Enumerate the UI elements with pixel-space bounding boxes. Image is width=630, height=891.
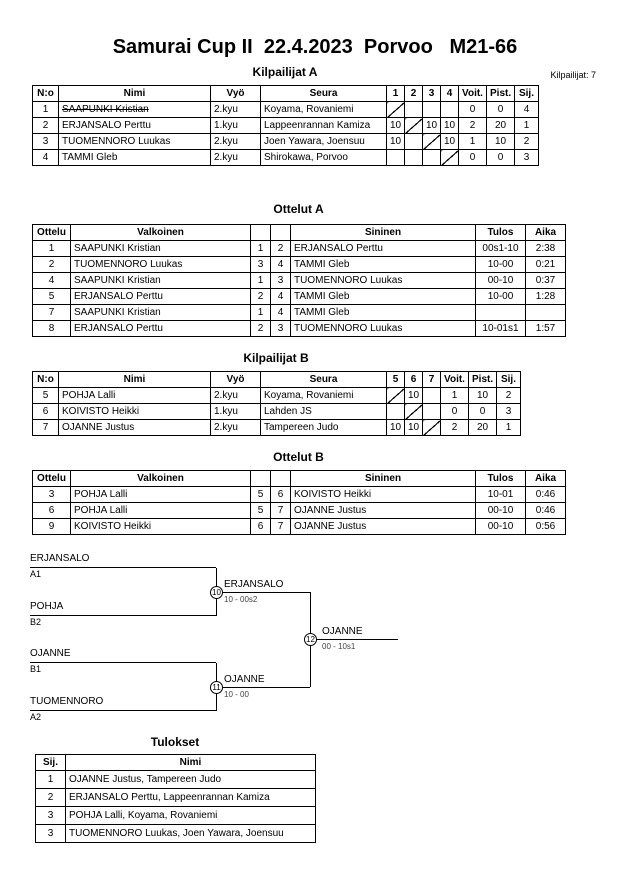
- self-result-cell: [387, 388, 405, 404]
- blue-cell: TUOMENNORO Luukas: [291, 273, 476, 289]
- match-number-badge: 12: [304, 633, 317, 646]
- score-cell: 10-00: [476, 289, 526, 305]
- blue-no-cell: 3: [271, 273, 291, 289]
- col-header-white-number: [251, 471, 271, 487]
- result-cell: 10: [405, 420, 423, 436]
- result-cell: [387, 404, 405, 420]
- white-no-cell: 3: [251, 257, 271, 273]
- white-no-cell: 6: [251, 519, 271, 535]
- result-cell: 10: [441, 118, 459, 134]
- col-header-time: Aika: [526, 225, 566, 241]
- match-no-cell: 2: [33, 257, 71, 273]
- wins-cell: 1: [441, 388, 469, 404]
- col-header-belt: Vyö: [211, 372, 261, 388]
- col-header-club: Seura: [261, 86, 387, 102]
- col-header-no: N:o: [33, 86, 59, 102]
- bracket-entry: [30, 696, 216, 723]
- score-cell: 10-01s1: [476, 321, 526, 337]
- match-no-cell: 4: [33, 273, 71, 289]
- place-cell: 3: [36, 807, 66, 825]
- medal-bracket: [0, 551, 630, 731]
- col-header-club: Seura: [261, 372, 387, 388]
- no-cell: 5: [33, 388, 59, 404]
- result-cell: [405, 102, 423, 118]
- blue-cell: ERJANSALO Perttu: [291, 241, 476, 257]
- place-cell: 1: [515, 118, 539, 134]
- club-cell: Joen Yawara, Joensuu: [261, 134, 387, 150]
- blue-no-cell: 7: [271, 519, 291, 535]
- bracket-seed: B1: [30, 664, 42, 674]
- section-title-matches-b: Ottelut B: [273, 450, 324, 464]
- bracket-entry: [30, 553, 216, 580]
- result-cell: [405, 150, 423, 166]
- col-header-blue: Sininen: [291, 225, 476, 241]
- col-header-5: 5: [387, 372, 405, 388]
- col-header-place: Sij.: [497, 372, 521, 388]
- points-cell: 0: [487, 150, 515, 166]
- name-cell: TUOMENNORO Luukas, Joen Yawara, Joensuu: [66, 825, 316, 843]
- name-cell: TAMMI Gleb: [59, 150, 211, 166]
- result-cell: 10: [387, 134, 405, 150]
- col-header-result: Tulos: [476, 225, 526, 241]
- blue-cell: TAMMI Gleb: [291, 289, 476, 305]
- score-cell: 00-10: [476, 503, 526, 519]
- white-cell: TUOMENNORO Luukas: [71, 257, 251, 273]
- result-cell: [423, 404, 441, 420]
- table-row: [33, 321, 566, 337]
- col-header-blue: Sininen: [291, 471, 476, 487]
- blue-cell: OJANNE Justus: [291, 519, 476, 535]
- bracket-entry: [30, 648, 216, 675]
- result-cell: [405, 134, 423, 150]
- pool-a-table: [32, 85, 539, 166]
- belt-cell: 2.kyu: [211, 134, 261, 150]
- wins-cell: 2: [441, 420, 469, 436]
- belt-cell: 2.kyu: [211, 102, 261, 118]
- wins-cell: 0: [459, 102, 487, 118]
- table-row: [33, 420, 521, 436]
- bracket-competitor: ERJANSALO: [30, 553, 216, 568]
- place-cell: 3: [497, 404, 521, 420]
- bracket-winner-line: [316, 639, 398, 640]
- table-row: [33, 241, 566, 257]
- table-row: [36, 807, 316, 825]
- col-header-name: Nimi: [59, 86, 211, 102]
- club-cell: Lahden JS: [261, 404, 387, 420]
- table-row: [33, 487, 566, 503]
- wins-cell: 1: [459, 134, 487, 150]
- bracket-seed: A2: [30, 712, 42, 722]
- belt-cell: 2.kyu: [211, 420, 261, 436]
- time-cell: 0:56: [526, 519, 566, 535]
- table-row: [36, 825, 316, 843]
- result-cell: 10: [423, 118, 441, 134]
- time-cell: [526, 305, 566, 321]
- name-cell: POHJA Lalli, Koyama, Rovaniemi: [66, 807, 316, 825]
- white-cell: ERJANSALO Perttu: [71, 321, 251, 337]
- match-number-badge: 10: [210, 586, 223, 599]
- table-row: [33, 118, 539, 134]
- blue-no-cell: 4: [271, 289, 291, 305]
- white-no-cell: 1: [251, 305, 271, 321]
- section-title-results: Tulokset: [150, 735, 200, 749]
- bracket-winner-line: [216, 592, 310, 593]
- place-cell: 1: [36, 771, 66, 789]
- result-cell: 10: [387, 118, 405, 134]
- bracket-winner-name: OJANNE: [322, 626, 363, 637]
- table-row: [33, 519, 566, 535]
- col-header-1: 1: [387, 86, 405, 102]
- time-cell: 2:38: [526, 241, 566, 257]
- score-cell: 00-10: [476, 519, 526, 535]
- col-header-4: 4: [441, 86, 459, 102]
- result-cell: [423, 388, 441, 404]
- white-cell: ERJANSALO Perttu: [71, 289, 251, 305]
- col-header-result: Tulos: [476, 471, 526, 487]
- place-cell: 3: [515, 150, 539, 166]
- bracket-winner-line: [216, 687, 310, 688]
- self-result-cell: [405, 118, 423, 134]
- blue-no-cell: 3: [271, 321, 291, 337]
- time-cell: 1:57: [526, 321, 566, 337]
- section-title-matches-a: Ottelut A: [273, 202, 324, 216]
- section-title-pool-b: Kilpailijat B: [243, 351, 309, 365]
- match-no-cell: 3: [33, 487, 71, 503]
- matches-b-table: [32, 470, 566, 535]
- score-cell: 10-01: [476, 487, 526, 503]
- blue-no-cell: 7: [271, 503, 291, 519]
- col-header-belt: Vyö: [211, 86, 261, 102]
- white-no-cell: 1: [251, 241, 271, 257]
- blue-no-cell: 4: [271, 305, 291, 321]
- bracket-winner-name: OJANNE: [224, 674, 265, 685]
- col-header-place: Sij.: [515, 86, 539, 102]
- section-title-pool-a: Kilpailijat A: [252, 65, 318, 79]
- blue-cell: KOIVISTO Heikki: [291, 487, 476, 503]
- place-cell: 3: [36, 825, 66, 843]
- time-cell: 0:46: [526, 503, 566, 519]
- self-result-cell: [387, 102, 405, 118]
- points-cell: 0: [487, 102, 515, 118]
- belt-cell: 2.kyu: [211, 388, 261, 404]
- result-cell: [423, 102, 441, 118]
- table-row: [33, 273, 566, 289]
- match-no-cell: 7: [33, 305, 71, 321]
- col-header-white-number: [251, 225, 271, 241]
- result-cell: [423, 150, 441, 166]
- header-row: [33, 86, 539, 102]
- match-no-cell: 9: [33, 519, 71, 535]
- white-cell: KOIVISTO Heikki: [71, 519, 251, 535]
- white-no-cell: 2: [251, 289, 271, 305]
- bracket-match-score: 10 - 00s2: [224, 595, 258, 604]
- match-no-cell: 6: [33, 503, 71, 519]
- header-row: [33, 471, 566, 487]
- result-cell: 10: [405, 388, 423, 404]
- club-cell: Shirokawa, Porvoo: [261, 150, 387, 166]
- score-cell: 10-00: [476, 257, 526, 273]
- white-cell: SAAPUNKI Kristian: [71, 273, 251, 289]
- blue-no-cell: 4: [271, 257, 291, 273]
- table-row: [33, 305, 566, 321]
- result-cell: 10: [387, 420, 405, 436]
- belt-cell: 2.kyu: [211, 150, 261, 166]
- bracket-winner-name: ERJANSALO: [224, 579, 284, 590]
- page-title: Samurai Cup II 22.4.2023 Porvoo M21-66: [112, 36, 518, 58]
- table-row: [33, 289, 566, 305]
- table-row: [33, 503, 566, 519]
- name-cell: OJANNE Justus, Tampereen Judo: [66, 771, 316, 789]
- points-cell: 20: [469, 420, 497, 436]
- no-cell: 1: [33, 102, 59, 118]
- time-cell: 0:21: [526, 257, 566, 273]
- club-cell: Koyama, Rovaniemi: [261, 102, 387, 118]
- table-row: [33, 257, 566, 273]
- table-row: [33, 388, 521, 404]
- bracket-entry: [30, 601, 216, 628]
- col-header-points: Pist.: [469, 372, 497, 388]
- bracket-seed: B2: [30, 617, 42, 627]
- col-header-match: Ottelu: [33, 471, 71, 487]
- col-header-wins: Voit.: [459, 86, 487, 102]
- match-no-cell: 1: [33, 241, 71, 257]
- no-cell: 2: [33, 118, 59, 134]
- self-result-cell: [441, 150, 459, 166]
- time-cell: 1:28: [526, 289, 566, 305]
- table-row: [33, 134, 539, 150]
- points-cell: 10: [487, 134, 515, 150]
- results-table: [35, 754, 316, 843]
- blue-cell: TAMMI Gleb: [291, 305, 476, 321]
- white-no-cell: 2: [251, 321, 271, 337]
- place-cell: 2: [497, 388, 521, 404]
- self-result-cell: [423, 134, 441, 150]
- name-cell: KOIVISTO Heikki: [59, 404, 211, 420]
- table-row: [36, 789, 316, 807]
- col-header-name: Nimi: [66, 755, 316, 771]
- result-cell: [387, 150, 405, 166]
- no-cell: 4: [33, 150, 59, 166]
- col-header-name: Nimi: [59, 372, 211, 388]
- white-no-cell: 1: [251, 273, 271, 289]
- col-header-white: Valkoinen: [71, 225, 251, 241]
- table-row: [33, 150, 539, 166]
- blue-cell: OJANNE Justus: [291, 503, 476, 519]
- score-cell: [476, 305, 526, 321]
- name-cell: OJANNE Justus: [59, 420, 211, 436]
- place-cell: 1: [497, 420, 521, 436]
- time-cell: 0:46: [526, 487, 566, 503]
- points-cell: 20: [487, 118, 515, 134]
- white-cell: SAAPUNKI Kristian: [71, 241, 251, 257]
- place-cell: 2: [36, 789, 66, 807]
- competitors-count-label: Kilpailijat: 7: [550, 70, 596, 80]
- name-cell: ERJANSALO Perttu, Lappeenrannan Kamiza: [66, 789, 316, 807]
- bracket-competitor: POHJA: [30, 601, 216, 616]
- white-cell: SAAPUNKI Kristian: [71, 305, 251, 321]
- belt-cell: 1.kyu: [211, 404, 261, 420]
- name-cell: ERJANSALO Perttu: [59, 118, 211, 134]
- header-row: [33, 225, 566, 241]
- club-cell: Koyama, Rovaniemi: [261, 388, 387, 404]
- col-header-7: 7: [423, 372, 441, 388]
- no-cell: 7: [33, 420, 59, 436]
- name-cell: SAAPUNKI Kristian: [59, 102, 211, 118]
- header-row: [36, 755, 316, 771]
- table-row: [36, 771, 316, 789]
- name-cell: POHJA Lalli: [59, 388, 211, 404]
- matches-a-table: [32, 224, 566, 337]
- score-cell: 00s1-10: [476, 241, 526, 257]
- col-header-white: Valkoinen: [71, 471, 251, 487]
- blue-no-cell: 2: [271, 241, 291, 257]
- col-header-wins: Voit.: [441, 372, 469, 388]
- white-cell: POHJA Lalli: [71, 503, 251, 519]
- bracket-competitor: TUOMENNORO: [30, 696, 216, 711]
- col-header-2: 2: [405, 86, 423, 102]
- club-cell: Tampereen Judo: [261, 420, 387, 436]
- no-cell: 3: [33, 134, 59, 150]
- match-no-cell: 8: [33, 321, 71, 337]
- self-result-cell: [405, 404, 423, 420]
- name-cell: TUOMENNORO Luukas: [59, 134, 211, 150]
- wins-cell: 0: [459, 150, 487, 166]
- result-cell: [441, 102, 459, 118]
- col-header-points: Pist.: [487, 86, 515, 102]
- col-header-time: Aika: [526, 471, 566, 487]
- points-cell: 0: [469, 404, 497, 420]
- col-header-match: Ottelu: [33, 225, 71, 241]
- belt-cell: 1.kyu: [211, 118, 261, 134]
- score-cell: 00-10: [476, 273, 526, 289]
- table-row: [33, 102, 539, 118]
- blue-cell: TUOMENNORO Luukas: [291, 321, 476, 337]
- match-no-cell: 5: [33, 289, 71, 305]
- wins-cell: 0: [441, 404, 469, 420]
- no-cell: 6: [33, 404, 59, 420]
- col-header-place: Sij.: [36, 755, 66, 771]
- col-header-3: 3: [423, 86, 441, 102]
- white-cell: POHJA Lalli: [71, 487, 251, 503]
- bracket-competitor: OJANNE: [30, 648, 216, 663]
- blue-cell: TAMMI Gleb: [291, 257, 476, 273]
- table-row: [33, 404, 521, 420]
- wins-cell: 2: [459, 118, 487, 134]
- self-result-cell: [423, 420, 441, 436]
- blue-no-cell: 6: [271, 487, 291, 503]
- col-header-no: N:o: [33, 372, 59, 388]
- pool-b-table: [32, 371, 521, 436]
- col-header-6: 6: [405, 372, 423, 388]
- time-cell: 0:37: [526, 273, 566, 289]
- col-header-blue-number: [271, 471, 291, 487]
- club-cell: Lappeenrannan Kamiza: [261, 118, 387, 134]
- place-cell: 2: [515, 134, 539, 150]
- match-number-badge: 11: [210, 681, 223, 694]
- white-no-cell: 5: [251, 487, 271, 503]
- bracket-match-score: 10 - 00: [224, 690, 249, 699]
- header-row: [33, 372, 521, 388]
- col-header-blue-number: [271, 225, 291, 241]
- bracket-match-score: 00 - 10s1: [322, 642, 356, 651]
- bracket-seed: A1: [30, 569, 42, 579]
- white-no-cell: 5: [251, 503, 271, 519]
- points-cell: 10: [469, 388, 497, 404]
- place-cell: 4: [515, 102, 539, 118]
- result-cell: 10: [441, 134, 459, 150]
